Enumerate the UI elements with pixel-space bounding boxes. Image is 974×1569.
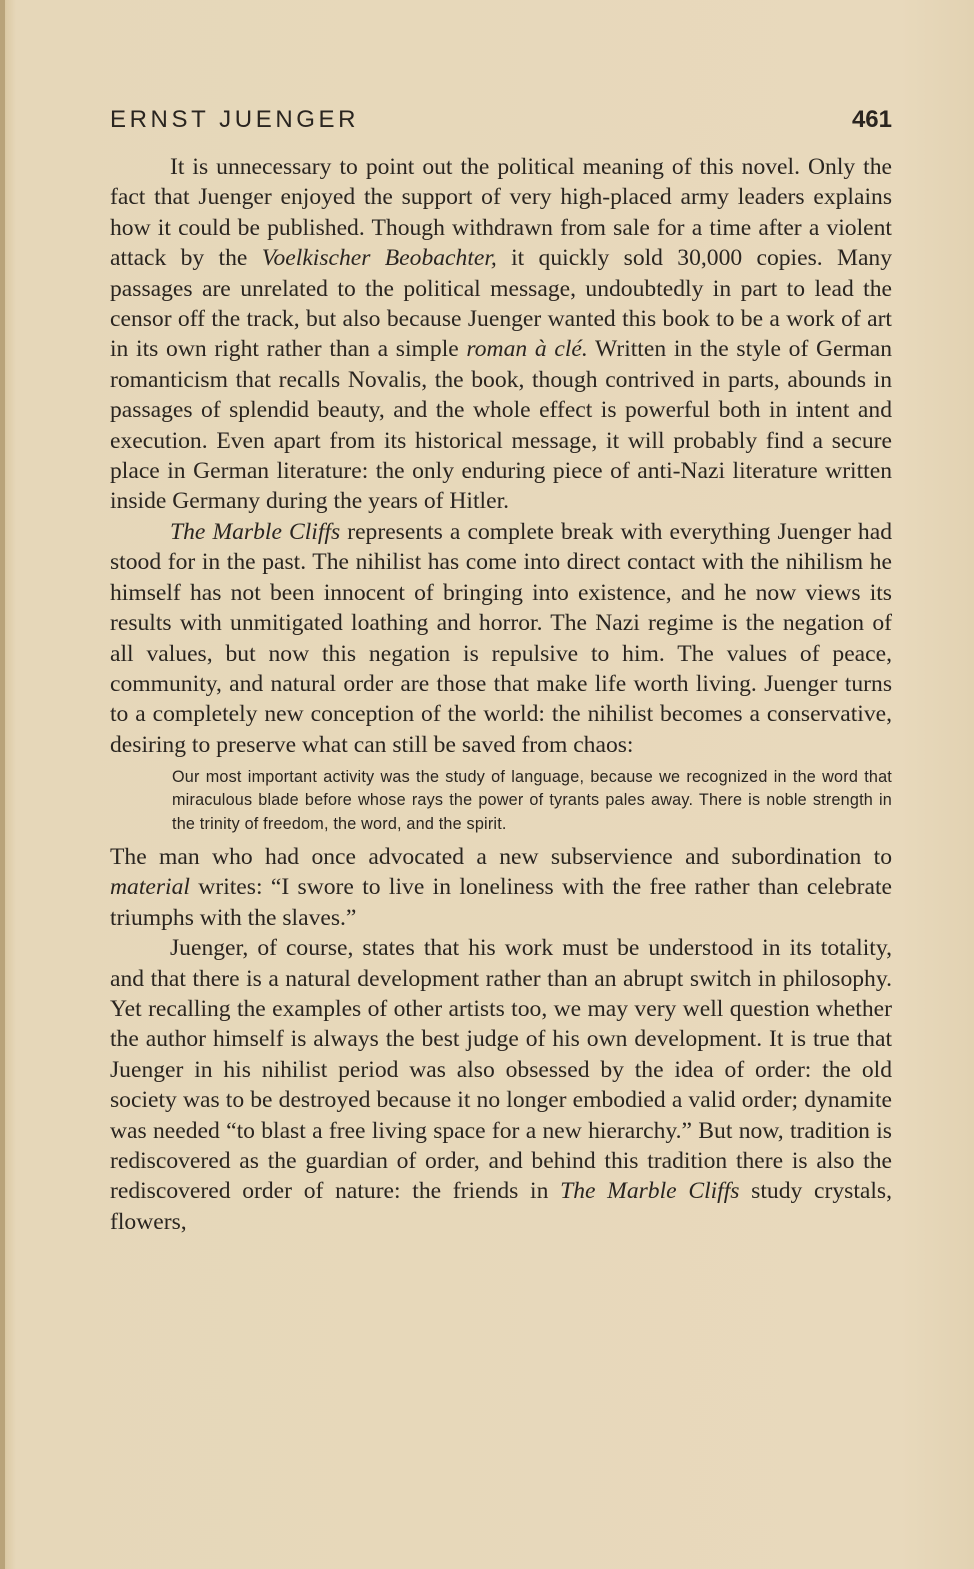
page-header [110, 106, 892, 138]
running-head: ERNST JUENGER [110, 106, 360, 133]
paragraph-4 [110, 933, 892, 1237]
page-number: 461 [851, 106, 892, 133]
page-spine-edge [0, 0, 5, 1569]
text-run: Juenger, of course, states that his work must be understood in its totality, and that there is a natural development rather than an abrupt switch in philosophy. Yet recalling the examples of other artists too, we may very well question whether the author himself is always the best judge of his own development. It is true that Juenger in his nihilist period was also obsessed by the idea of order: the old society was to be destroyed because it no longer embodied a valid order; dynamite was needed “to blast a free living space for a new hierarchy.” But now, tradition is rediscovered as the guardian of order, and behind this tradition there is also the rediscovered order of nature: the friends in [110, 935, 892, 1205]
text-run: Written in the style of German romanticism that recalls Novalis, the book, though contrived in parts, abounds in passages of splendid beauty, and the whole effect is powerful both in intent and execution. Even apart from its historical message, it will probably find a secure place in German literature: the only enduring piece of anti-Nazi literature written inside Germany during the years of Hitler. [110, 336, 892, 515]
text-run: It is unnecessary to point out the political meaning of this novel. Only the fact that Juenger enjoyed the support of very high-placed army leaders explains how it could be published. Though withdrawn from sale for a time after a violent attack by the [110, 154, 892, 272]
block-quote: Our most important activity was the study of language, because we recognized in the word that miraculous blade before whose rays the power of tyrants pales away. There is noble strength in the trinity of freedom, the word, and the spirit. [172, 768, 892, 833]
text-run: The man who had once advocated a new subservience and subordination to [110, 844, 892, 871]
text-run: it quickly sold 30,000 copies. Many passages are unrelated to the political message, undoubtedly in part to lead the censor off the track, but also because Juenger wanted this book to be a work of art in its own right rather than a simple [110, 245, 893, 363]
text-run: represents a complete break with everything Juenger had stood for in the past. The nihilist has come into direct contact with the nihilism he himself has not been innocent of bringing into existence, and he now views its results with unmitigated loathing and horror. The Nazi regime is the negation of all values, but now this negation is repulsive to him. The values of peace, community, and natural order are those that make life worth living. Juenger turns to a completely new conception of the world: the nihilist becomes a conservative, desiring to preserve what can still be saved from chaos: [110, 518, 892, 758]
text-run: study crystals, flowers, [110, 1178, 892, 1235]
paragraph-2 [110, 517, 892, 760]
italic-title-voelkischer-beobachter: Voelkischer Beobachter, [261, 245, 497, 272]
text-run: writes: “I swore to live in loneliness with the free rather than celebrate triumphs with the slaves.” [110, 874, 892, 931]
italic-material: material [110, 874, 190, 901]
paragraph-1 [110, 152, 892, 517]
italic-roman-a-cle: roman à clé. [466, 336, 588, 363]
body-text [110, 152, 892, 1237]
paragraph-3 [110, 842, 892, 933]
italic-title-marble-cliffs: The Marble Cliffs [170, 518, 341, 545]
italic-title-marble-cliffs: The Marble Cliffs [560, 1178, 740, 1205]
